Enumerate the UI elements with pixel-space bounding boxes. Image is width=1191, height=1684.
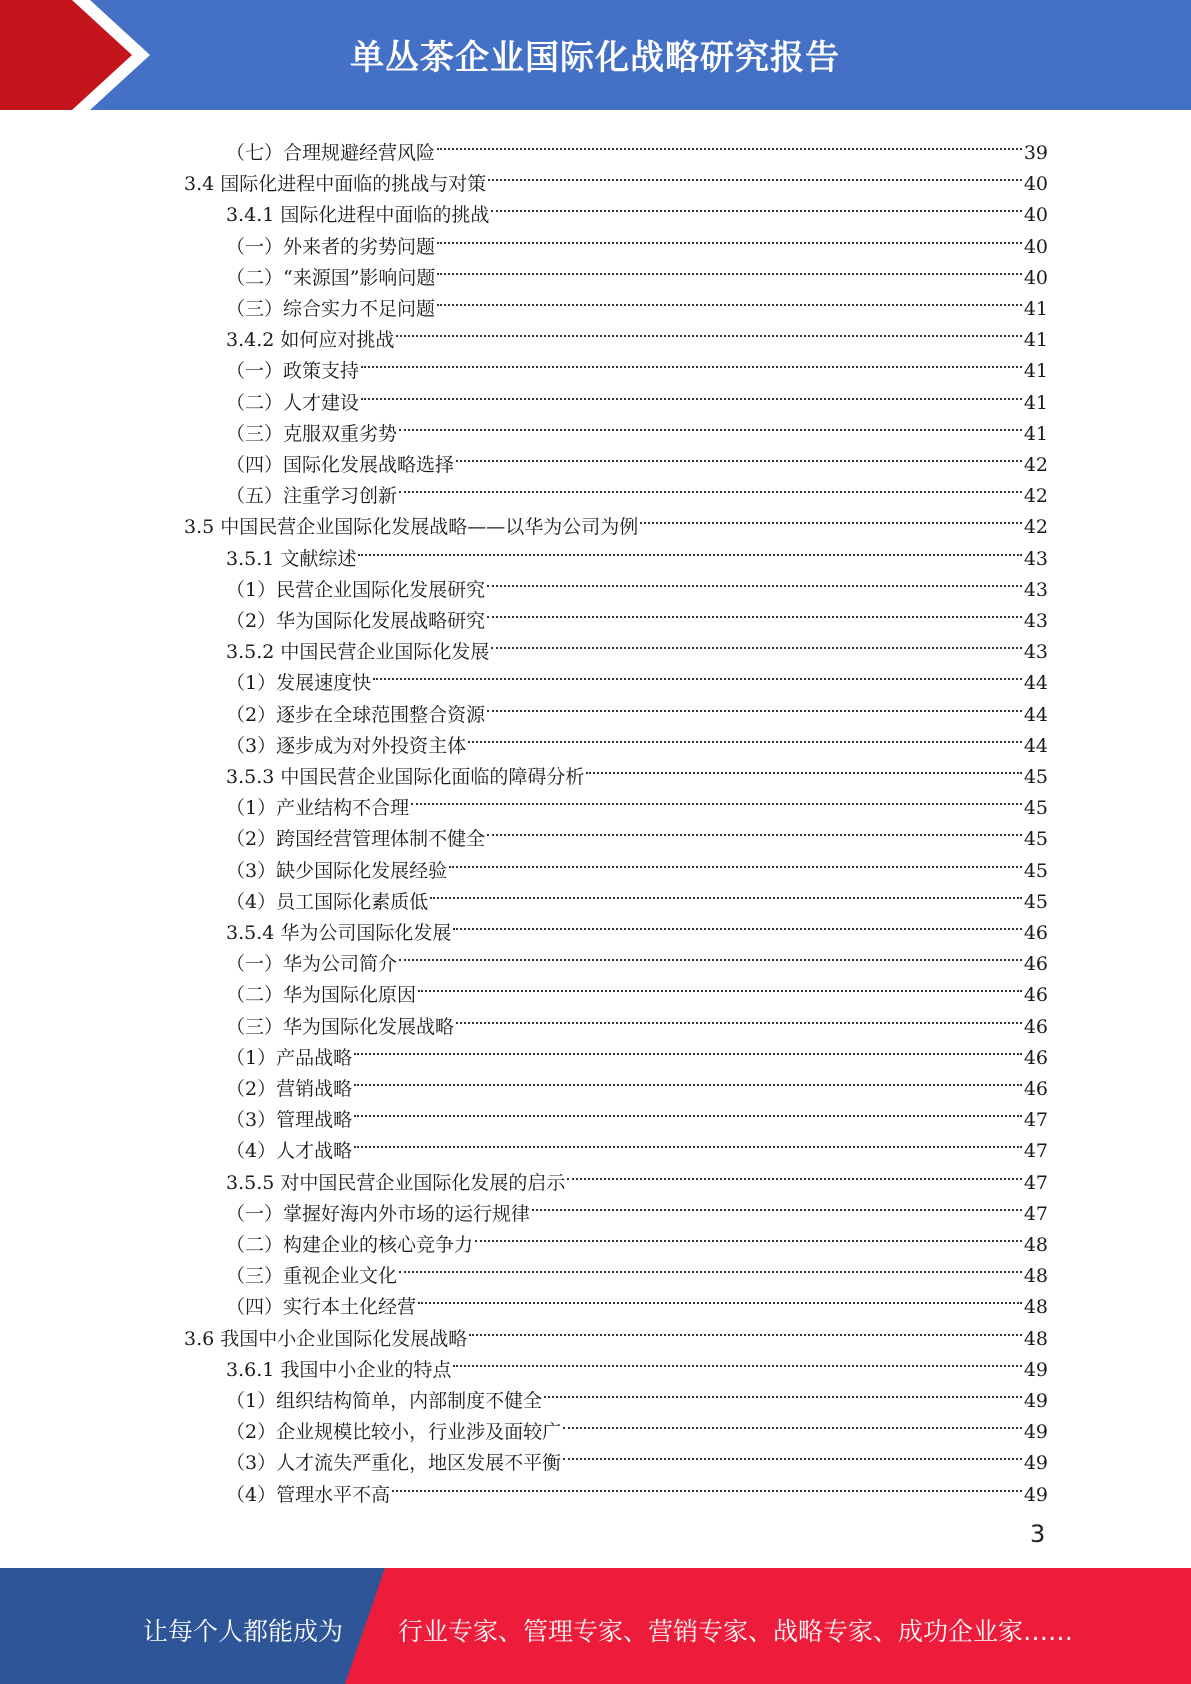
page-number: 3: [1030, 1520, 1046, 1548]
toc-dot-leader: [487, 565, 1022, 596]
toc-entry-page: 42: [1023, 454, 1048, 476]
toc-entry-label: 3.6 我国中小企业国际化发展战略: [184, 1327, 468, 1350]
toc-dot-leader: [354, 1064, 1022, 1095]
toc-entry-label: （2）跨国经营管理体制不健全: [226, 828, 486, 851]
toc-entry-page: 45: [1023, 890, 1048, 913]
toc-dot-leader: [418, 970, 1022, 1001]
toc-entry[interactable]: [226, 1095, 1048, 1132]
toc-entry-label: 3.5 中国民营企业国际化发展战略——以华为公司为例: [184, 516, 639, 539]
toc-dot-leader: [567, 1158, 1021, 1189]
toc-dot-leader: [449, 846, 1022, 877]
toc-dot-leader: [544, 1376, 1022, 1407]
toc-entry-label: 3.5.2 中国民营企业国际化发展: [226, 641, 490, 664]
toc-entry-label: （三）综合实力不足问题: [226, 298, 436, 320]
toc-entry-label: （二）构建企业的核心竞争力: [226, 1234, 474, 1256]
toc-dot-leader: [373, 658, 1022, 689]
toc-dot-leader: [586, 752, 1021, 783]
toc-entry-label: （1）产业结构不合理: [226, 797, 410, 820]
toc-entry-label: 3.5.4 华为公司国际化发展: [226, 922, 452, 944]
toc-entry[interactable]: [226, 908, 1048, 944]
toc-entry[interactable]: [226, 378, 1048, 414]
toc-entry[interactable]: [226, 1438, 1048, 1475]
toc-dot-leader: [361, 378, 1022, 409]
toc-entry-label: 3.5.1 文献综述: [226, 547, 357, 570]
toc-entry[interactable]: [226, 1376, 1048, 1412]
toc-entry[interactable]: [226, 253, 1048, 289]
toc-entry[interactable]: [226, 1251, 1048, 1288]
toc-entry-label: 3.5.5 对中国民营企业国际化发展的启示: [226, 1171, 566, 1194]
toc-dot-leader: [418, 1282, 1022, 1313]
toc-entry-label: （3）管理战略: [226, 1109, 353, 1132]
toc-dot-leader: [453, 908, 1021, 939]
toc-entry-label: （3）人才流失严重化，地区发展不平衡: [226, 1452, 562, 1475]
toc-entry[interactable]: [226, 1220, 1048, 1256]
toc-entry[interactable]: [226, 1189, 1048, 1225]
toc-entry[interactable]: [226, 534, 1048, 570]
toc-entry[interactable]: [226, 1126, 1048, 1163]
toc-entry-label: （2）企业规模比较小，行业涉及面较广: [226, 1421, 562, 1444]
toc-entry[interactable]: [184, 1314, 1048, 1350]
toc-dot-leader: [437, 284, 1022, 315]
toc-dot-leader: [392, 1470, 1022, 1501]
toc-entry-label: （一）华为公司简介: [226, 953, 398, 976]
toc-dot-leader: [469, 1314, 1022, 1345]
toc-dot-leader: [361, 346, 1022, 377]
toc-dot-leader: [354, 1095, 1022, 1126]
toc-entry-page: 46: [1023, 1046, 1048, 1069]
toc-dot-leader: [491, 627, 1021, 658]
toc-entry-page: 49: [1023, 1358, 1048, 1381]
toc-entry-page: 47: [1023, 1109, 1048, 1132]
toc-entry-page: 48: [1023, 1327, 1048, 1350]
toc-entry[interactable]: [226, 1002, 1048, 1038]
toc-entry[interactable]: [226, 128, 1048, 164]
toc-entry[interactable]: [226, 596, 1048, 632]
toc-entry-label: （四）实行本土化经营: [226, 1296, 417, 1319]
toc-entry-label: （1）产品战略: [226, 1046, 353, 1069]
toc-entry[interactable]: [226, 284, 1048, 320]
toc-entry-label: （二）人才建设: [226, 391, 360, 414]
toc-dot-leader: [456, 1002, 1022, 1033]
toc-entry-page: 41: [1023, 298, 1048, 320]
toc-entry-label: （1）民营企业国际化发展研究: [226, 578, 486, 601]
toc-entry-label: 3.4 国际化进程中面临的挑战与对策: [184, 173, 487, 196]
toc-entry-page: 45: [1023, 828, 1048, 851]
toc-entry-page: 44: [1023, 672, 1048, 695]
toc-entry[interactable]: [226, 721, 1048, 757]
toc-entry[interactable]: [226, 346, 1048, 383]
toc-entry-page: 45: [1023, 797, 1048, 820]
toc-entry-page: 47: [1023, 1140, 1048, 1163]
toc-dot-leader: [399, 471, 1022, 502]
toc-entry-page: 41: [1023, 422, 1048, 445]
report-title: 单丛茶企业国际化战略研究报告: [350, 38, 840, 78]
toc-entry-page: 47: [1023, 1171, 1048, 1194]
toc-dot-leader: [399, 409, 1022, 440]
toc-entry-page: 49: [1023, 1483, 1048, 1506]
toc-entry-page: 46: [1023, 922, 1048, 944]
page-footer: [0, 1568, 1191, 1684]
toc-entry-label: （4）员工国际化素质低: [226, 890, 429, 913]
toc-dot-leader: [488, 159, 1022, 190]
toc-entry-page: 40: [1023, 173, 1048, 196]
toc-dot-leader: [354, 1126, 1022, 1157]
toc-entry[interactable]: [226, 1407, 1048, 1444]
toc-entry-page: 46: [1023, 1078, 1048, 1100]
toc-entry[interactable]: [226, 783, 1048, 820]
toc-dot-leader: [532, 1189, 1022, 1220]
toc-dot-leader: [430, 877, 1022, 908]
toc-entry-label: （七）合理规避经营风险: [226, 142, 436, 164]
toc-dot-leader: [437, 222, 1022, 253]
toc-entry-page: 48: [1023, 1296, 1048, 1319]
toc-dot-leader: [487, 596, 1022, 627]
toc-entry-label: （一）政策支持: [226, 360, 360, 383]
toc-entry-page: 45: [1023, 859, 1048, 882]
toc-entry-page: 45: [1023, 766, 1048, 788]
toc-entry-label: （2）逐步在全球范围整合资源: [226, 703, 486, 726]
toc-entry[interactable]: [226, 846, 1048, 882]
toc-entry-label: （三）重视企业文化: [226, 1265, 398, 1288]
toc-entry-page: 47: [1023, 1202, 1048, 1225]
toc-dot-leader: [396, 315, 1021, 346]
toc-entry-label: （2）营销战略: [226, 1078, 353, 1100]
toc-entry-page: 48: [1023, 1265, 1048, 1288]
toc-dot-leader: [399, 939, 1022, 970]
toc-entry-label: （3）逐步成为对外投资主体: [226, 734, 467, 757]
toc-entry[interactable]: [226, 190, 1048, 227]
toc-entry-page: 42: [1023, 485, 1048, 508]
toc-entry-label: 3.5.3 中国民营企业国际化面临的障碍分析: [226, 766, 585, 788]
toc-entry-page: 40: [1023, 266, 1048, 289]
toc-entry-page: 41: [1023, 391, 1048, 414]
toc-dot-leader: [354, 1033, 1022, 1064]
toc-dot-leader: [411, 783, 1022, 814]
toc-entry[interactable]: [226, 222, 1048, 258]
toc-dot-leader: [563, 1438, 1022, 1469]
toc-entry-label: （一）外来者的劣势问题: [226, 235, 436, 258]
toc-entry[interactable]: [184, 502, 1048, 539]
toc-entry-page: 49: [1023, 1452, 1048, 1475]
toc-entry-label: 3.6.1 我国中小企业的特点: [226, 1358, 452, 1381]
toc-entry-label: （二）“来源国”影响问题: [226, 266, 436, 289]
toc-entry-label: （1）发展速度快: [226, 672, 372, 695]
toc-entry-page: 43: [1023, 578, 1048, 601]
toc-entry[interactable]: [226, 1033, 1048, 1069]
toc-entry-label: （三）华为国际化发展战略: [226, 1015, 455, 1038]
toc-entry[interactable]: [226, 752, 1048, 788]
toc-entry-page: 43: [1023, 547, 1048, 570]
toc-entry[interactable]: [226, 627, 1048, 664]
toc-entry-label: （1）组织结构简单，内部制度不健全: [226, 1390, 543, 1412]
toc-dot-leader: [399, 1251, 1022, 1282]
toc-entry[interactable]: [226, 877, 1048, 913]
toc-entry[interactable]: [226, 471, 1048, 508]
toc-dot-leader: [487, 690, 1022, 721]
toc-entry[interactable]: [184, 159, 1048, 196]
toc-entry-label: （三）克服双重劣势: [226, 422, 398, 445]
toc-entry[interactable]: [226, 1158, 1048, 1194]
toc-entry-page: 39: [1023, 142, 1048, 164]
toc-entry[interactable]: [226, 440, 1048, 476]
toc-entry-page: 49: [1023, 1421, 1048, 1444]
toc-dot-leader: [487, 814, 1022, 845]
toc-dot-leader: [468, 721, 1022, 752]
toc-entry[interactable]: [226, 814, 1048, 851]
toc-entry[interactable]: [226, 658, 1048, 695]
toc-entry-page: 43: [1023, 641, 1048, 664]
toc-dot-leader: [475, 1220, 1022, 1251]
toc-entry-page: 43: [1023, 610, 1048, 632]
toc-entry-page: 44: [1023, 703, 1048, 726]
toc-entry[interactable]: [226, 1345, 1048, 1381]
toc-entry-page: 40: [1023, 235, 1048, 258]
toc-entry-label: （五）注重学习创新: [226, 485, 398, 508]
toc-dot-leader: [491, 190, 1021, 221]
toc-entry[interactable]: [226, 1064, 1048, 1100]
toc-entry-label: （四）国际化发展战略选择: [226, 454, 455, 476]
footer-slogan-left: 让每个人都能成为: [143, 1617, 344, 1646]
toc-entry-label: （2）华为国际化发展战略研究: [226, 610, 486, 632]
toc-entry-page: 46: [1023, 1015, 1048, 1038]
header-arrow-decoration: [0, 0, 160, 110]
toc-dot-leader: [456, 440, 1022, 471]
toc-entry-page: 49: [1023, 1390, 1048, 1412]
toc-dot-leader: [640, 502, 1022, 533]
footer-slogan-right: 行业专家、管理专家、营销专家、战略专家、成功企业家……: [398, 1617, 1074, 1646]
page-header: [0, 0, 1191, 110]
toc-dot-leader: [453, 1345, 1021, 1376]
toc-entry[interactable]: [226, 970, 1048, 1007]
toc-entry-page: 41: [1023, 329, 1048, 352]
toc-entry-page: 41: [1023, 360, 1048, 383]
toc-entry-label: 3.4.2 如何应对挑战: [226, 329, 395, 352]
toc-entry[interactable]: [226, 1470, 1048, 1506]
toc-entry-label: （4）管理水平不高: [226, 1483, 391, 1506]
toc-entry-label: （4）人才战略: [226, 1140, 353, 1163]
toc-entry-page: 46: [1023, 953, 1048, 976]
toc-dot-leader: [437, 253, 1021, 284]
toc-dot-leader: [437, 128, 1022, 159]
toc-entry-page: 48: [1023, 1234, 1048, 1256]
toc-entry[interactable]: [226, 409, 1048, 445]
toc-entry-label: （二）华为国际化原因: [226, 984, 417, 1007]
toc-entry[interactable]: [226, 565, 1048, 601]
toc-entry-page: 46: [1023, 984, 1048, 1007]
toc-entry[interactable]: [226, 939, 1048, 976]
toc-dot-leader: [563, 1407, 1022, 1438]
toc-entry-page: 42: [1023, 516, 1048, 539]
toc-entry[interactable]: [226, 1282, 1048, 1319]
toc-dot-leader: [358, 534, 1021, 565]
toc-entry-label: 3.4.1 国际化进程中面临的挑战: [226, 204, 490, 227]
toc-entry-page: 40: [1023, 204, 1048, 227]
toc-entry-label: （3）缺少国际化发展经验: [226, 859, 448, 882]
toc-entry[interactable]: [226, 315, 1048, 352]
toc-entry-label: （一）掌握好海内外市场的运行规律: [226, 1202, 531, 1225]
toc-entry[interactable]: [226, 690, 1048, 726]
toc-entry-page: 44: [1023, 734, 1048, 757]
